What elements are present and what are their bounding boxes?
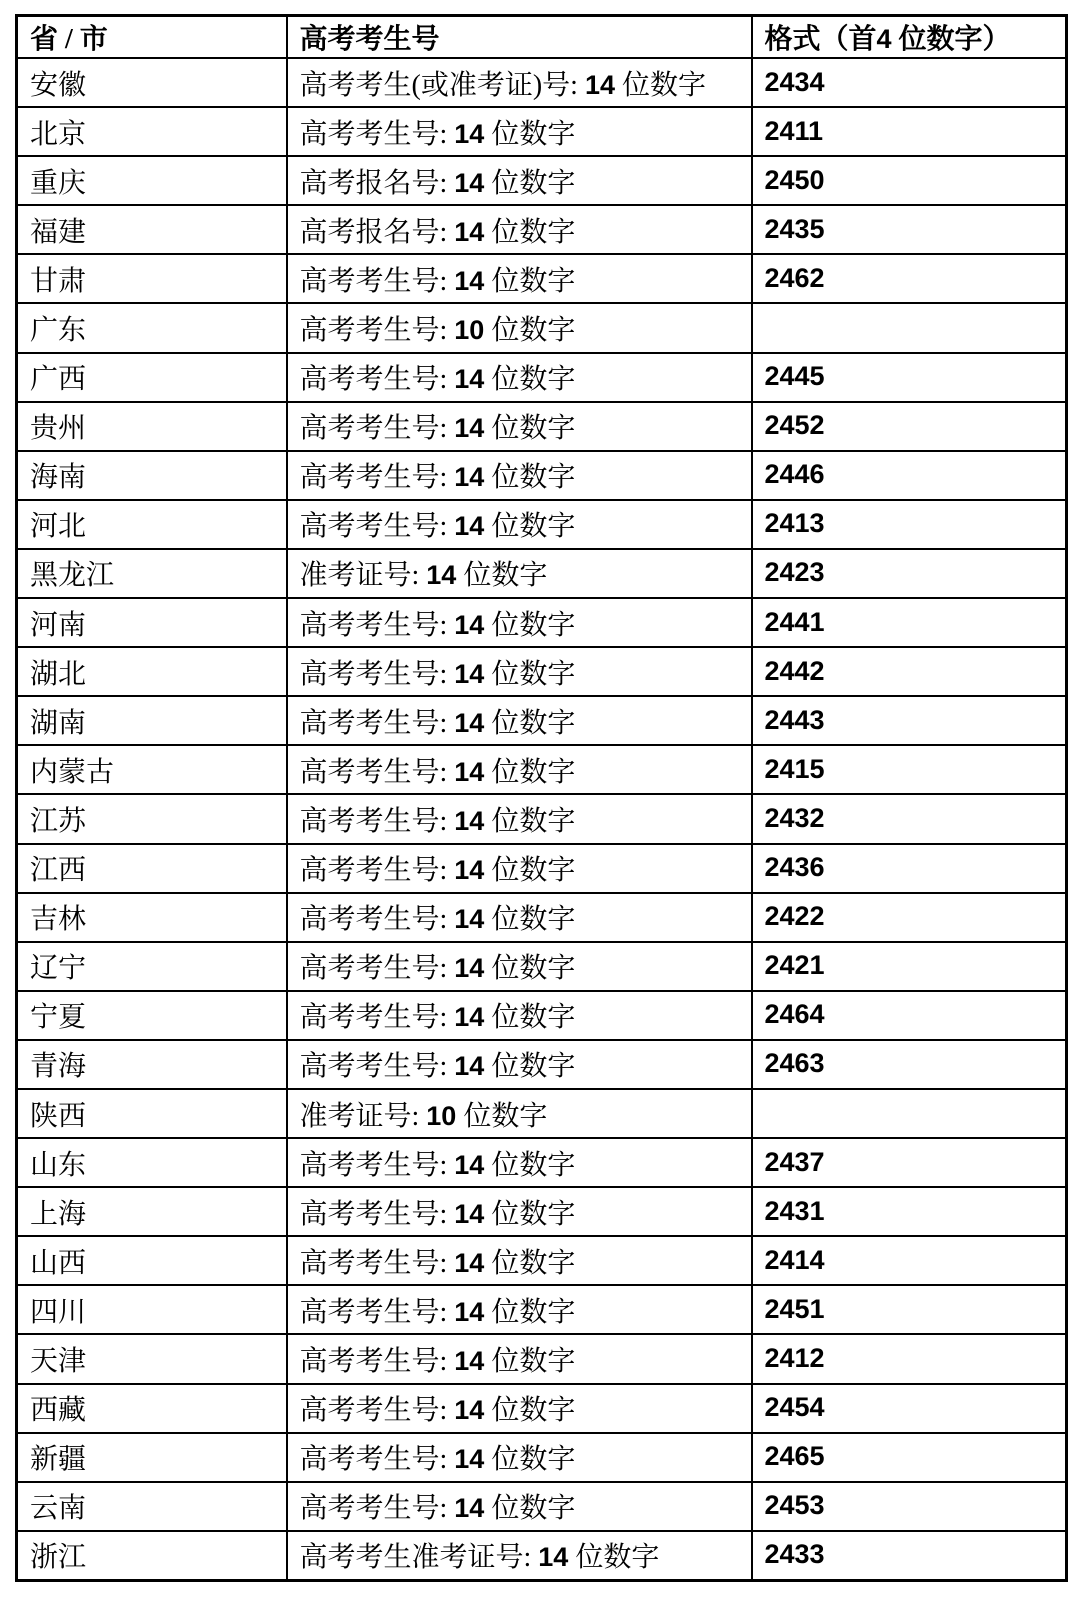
province-cell: 上海 [17, 1187, 287, 1236]
prefix-code-cell: 2437 [752, 1138, 1067, 1187]
prefix-code-cell: 2436 [752, 844, 1067, 893]
province-cell: 云南 [17, 1482, 287, 1531]
prefix-code-cell: 2432 [752, 794, 1067, 843]
exam-id-format-cell: 高考考生号: 14 位数字 [287, 353, 752, 402]
table-row [17, 1334, 1067, 1383]
province-cell: 山西 [17, 1236, 287, 1285]
header-format-prefix: 格式（首4 位数字） [752, 16, 1067, 59]
province-cell: 山东 [17, 1138, 287, 1187]
prefix-code-cell: 2464 [752, 991, 1067, 1040]
province-cell: 甘肃 [17, 254, 287, 303]
province-cell: 黑龙江 [17, 549, 287, 598]
prefix-code-cell: 2431 [752, 1187, 1067, 1236]
province-cell: 宁夏 [17, 991, 287, 1040]
exam-id-format-cell: 高考报名号: 14 位数字 [287, 156, 752, 205]
exam-id-format-cell: 高考考生号: 14 位数字 [287, 1384, 752, 1433]
province-cell: 海南 [17, 451, 287, 500]
table-row [17, 893, 1067, 942]
prefix-code-cell: 2423 [752, 549, 1067, 598]
exam-id-format-cell: 高考考生号: 14 位数字 [287, 1285, 752, 1334]
table-row [17, 794, 1067, 843]
table-row [17, 549, 1067, 598]
prefix-code-cell: 2465 [752, 1433, 1067, 1482]
province-cell: 重庆 [17, 156, 287, 205]
province-cell: 湖北 [17, 647, 287, 696]
prefix-code-cell: 2412 [752, 1334, 1067, 1383]
exam-id-format-cell: 高考报名号: 14 位数字 [287, 205, 752, 254]
prefix-code-cell: 2441 [752, 598, 1067, 647]
province-cell: 安徽 [17, 58, 287, 107]
exam-id-format-cell: 高考考生号: 14 位数字 [287, 991, 752, 1040]
province-cell: 内蒙古 [17, 745, 287, 794]
prefix-code-cell: 2451 [752, 1285, 1067, 1334]
province-cell: 天津 [17, 1334, 287, 1383]
exam-id-format-cell: 高考考生号: 14 位数字 [287, 1236, 752, 1285]
exam-id-format-cell: 准考证号: 10 位数字 [287, 1089, 752, 1138]
province-cell: 福建 [17, 205, 287, 254]
province-cell: 浙江 [17, 1531, 287, 1581]
table-row [17, 991, 1067, 1040]
table-row [17, 942, 1067, 991]
table-row [17, 1531, 1067, 1581]
header-exam-id: 高考考生号 [287, 16, 752, 59]
exam-id-format-cell: 高考考生(或准考证)号: 14 位数字 [287, 58, 752, 107]
table-row [17, 1285, 1067, 1334]
prefix-code-cell [752, 303, 1067, 352]
exam-id-format-cell: 高考考生号: 14 位数字 [287, 696, 752, 745]
table-row [17, 156, 1067, 205]
table-row [17, 1138, 1067, 1187]
exam-id-format-cell: 高考考生号: 14 位数字 [287, 844, 752, 893]
province-cell: 陕西 [17, 1089, 287, 1138]
exam-id-format-cell: 高考考生准考证号: 14 位数字 [287, 1531, 752, 1581]
table-row [17, 598, 1067, 647]
province-cell: 江西 [17, 844, 287, 893]
prefix-code-cell: 2443 [752, 696, 1067, 745]
prefix-code-cell [752, 1089, 1067, 1138]
prefix-code-cell: 2452 [752, 402, 1067, 451]
prefix-code-cell: 2411 [752, 107, 1067, 156]
exam-id-format-cell: 高考考生号: 14 位数字 [287, 254, 752, 303]
table-row [17, 844, 1067, 893]
prefix-code-cell: 2421 [752, 942, 1067, 991]
exam-id-format-cell: 高考考生号: 14 位数字 [287, 942, 752, 991]
table-row [17, 402, 1067, 451]
exam-id-format-cell: 高考考生号: 14 位数字 [287, 451, 752, 500]
exam-id-format-cell: 高考考生号: 14 位数字 [287, 794, 752, 843]
province-cell: 广东 [17, 303, 287, 352]
table-row [17, 1089, 1067, 1138]
exam-id-format-cell: 高考考生号: 14 位数字 [287, 1138, 752, 1187]
exam-id-format-cell: 高考考生号: 14 位数字 [287, 1433, 752, 1482]
exam-id-format-cell: 高考考生号: 14 位数字 [287, 1334, 752, 1383]
table-row [17, 1040, 1067, 1089]
table-row [17, 1187, 1067, 1236]
prefix-code-cell: 2445 [752, 353, 1067, 402]
table-row [17, 205, 1067, 254]
prefix-code-cell: 2442 [752, 647, 1067, 696]
province-cell: 青海 [17, 1040, 287, 1089]
table-row [17, 1433, 1067, 1482]
prefix-code-cell: 2433 [752, 1531, 1067, 1581]
prefix-code-cell: 2453 [752, 1482, 1067, 1531]
table-row [17, 647, 1067, 696]
province-cell: 西藏 [17, 1384, 287, 1433]
exam-id-format-cell: 高考考生号: 14 位数字 [287, 500, 752, 549]
prefix-code-cell: 2446 [752, 451, 1067, 500]
prefix-code-cell: 2450 [752, 156, 1067, 205]
province-cell: 北京 [17, 107, 287, 156]
province-cell: 广西 [17, 353, 287, 402]
table-row [17, 1384, 1067, 1433]
table-row [17, 500, 1067, 549]
header-row [17, 16, 1067, 59]
table-row [17, 107, 1067, 156]
prefix-code-cell: 2414 [752, 1236, 1067, 1285]
prefix-code-cell: 2435 [752, 205, 1067, 254]
prefix-code-cell: 2422 [752, 893, 1067, 942]
province-cell: 湖南 [17, 696, 287, 745]
province-cell: 辽宁 [17, 942, 287, 991]
table-row [17, 303, 1067, 352]
table-row [17, 1236, 1067, 1285]
table-row [17, 254, 1067, 303]
province-cell: 新疆 [17, 1433, 287, 1482]
exam-id-format-cell: 高考考生号: 10 位数字 [287, 303, 752, 352]
exam-id-format-cell: 高考考生号: 14 位数字 [287, 1040, 752, 1089]
table-row [17, 58, 1067, 107]
table-body [17, 58, 1067, 1581]
prefix-code-cell: 2463 [752, 1040, 1067, 1089]
prefix-code-cell: 2415 [752, 745, 1067, 794]
exam-id-format-cell: 高考考生号: 14 位数字 [287, 598, 752, 647]
table-row [17, 451, 1067, 500]
province-cell: 四川 [17, 1285, 287, 1334]
header-province: 省 / 市 [17, 16, 287, 59]
table-row [17, 353, 1067, 402]
province-cell: 江苏 [17, 794, 287, 843]
province-exam-id-table [15, 14, 1068, 1582]
table-row [17, 696, 1067, 745]
exam-id-format-cell: 高考考生号: 14 位数字 [287, 647, 752, 696]
exam-id-format-cell: 准考证号: 14 位数字 [287, 549, 752, 598]
province-cell: 河北 [17, 500, 287, 549]
exam-id-format-table [15, 14, 1065, 1582]
exam-id-format-cell: 高考考生号: 14 位数字 [287, 1482, 752, 1531]
province-cell: 河南 [17, 598, 287, 647]
prefix-code-cell: 2454 [752, 1384, 1067, 1433]
exam-id-format-cell: 高考考生号: 14 位数字 [287, 402, 752, 451]
exam-id-format-cell: 高考考生号: 14 位数字 [287, 893, 752, 942]
exam-id-format-cell: 高考考生号: 14 位数字 [287, 745, 752, 794]
prefix-code-cell: 2434 [752, 58, 1067, 107]
table-row [17, 745, 1067, 794]
province-cell: 贵州 [17, 402, 287, 451]
table-row [17, 1482, 1067, 1531]
prefix-code-cell: 2413 [752, 500, 1067, 549]
exam-id-format-cell: 高考考生号: 14 位数字 [287, 1187, 752, 1236]
exam-id-format-cell: 高考考生号: 14 位数字 [287, 107, 752, 156]
prefix-code-cell: 2462 [752, 254, 1067, 303]
province-cell: 吉林 [17, 893, 287, 942]
